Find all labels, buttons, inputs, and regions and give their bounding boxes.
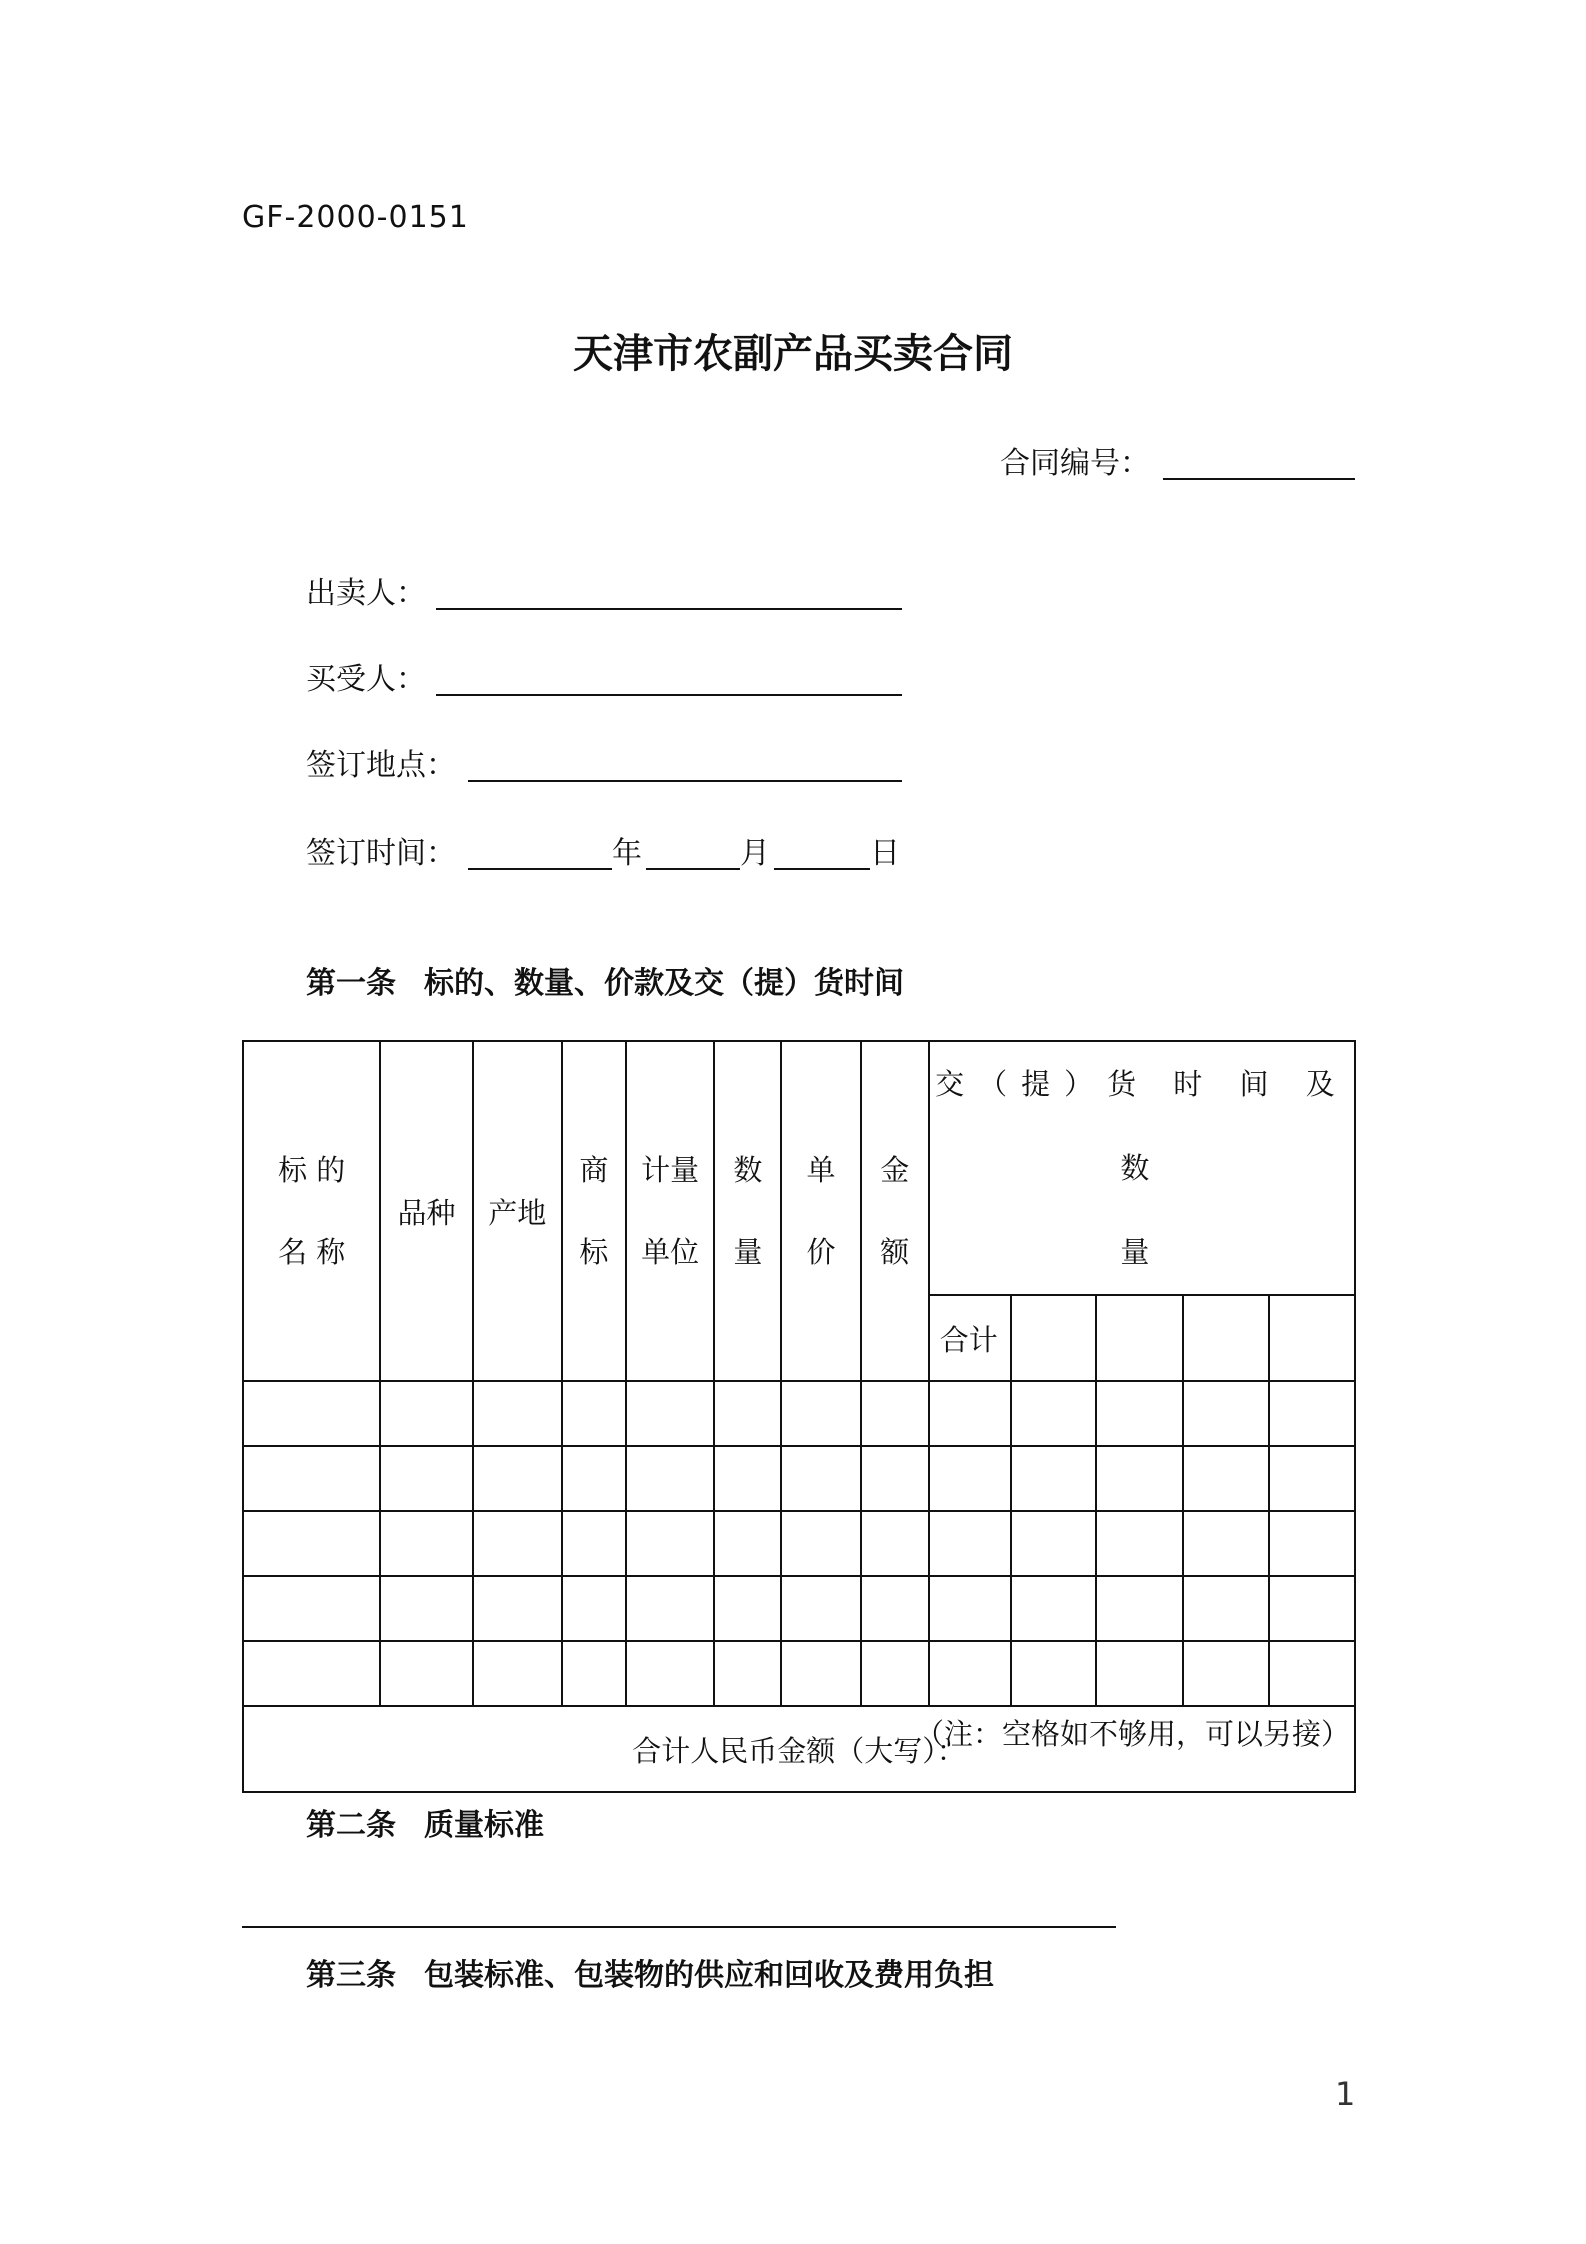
- table-cell[interactable]: [781, 1446, 860, 1511]
- signing-year-field[interactable]: [468, 838, 612, 870]
- table-cell[interactable]: [473, 1641, 562, 1706]
- contract-number-field[interactable]: [1163, 448, 1355, 480]
- table-cell[interactable]: [781, 1381, 860, 1446]
- header-unit-price: [781, 1041, 860, 1381]
- table-cell[interactable]: [473, 1511, 562, 1576]
- header-amount-line2: 额: [880, 1235, 910, 1269]
- table-cell[interactable]: [562, 1381, 626, 1446]
- signing-place-field[interactable]: [468, 750, 902, 782]
- buyer-field[interactable]: [436, 664, 902, 696]
- article-1: [306, 958, 904, 1002]
- seller-field[interactable]: [436, 578, 902, 610]
- table-cell[interactable]: [1096, 1641, 1183, 1706]
- table-cell[interactable]: [562, 1446, 626, 1511]
- article-1-number: 第一条: [306, 966, 396, 1001]
- table-row: [243, 1641, 1355, 1706]
- table-cell[interactable]: [380, 1641, 472, 1706]
- table-cell[interactable]: [714, 1641, 781, 1706]
- table-cell[interactable]: [626, 1446, 714, 1511]
- header-quantity-line2: 量: [733, 1235, 763, 1269]
- table-cell[interactable]: [929, 1511, 1011, 1576]
- year-label: 年: [612, 836, 642, 871]
- table-cell[interactable]: [1269, 1381, 1355, 1446]
- table-cell[interactable]: [1183, 1381, 1268, 1446]
- table-cell[interactable]: [861, 1641, 929, 1706]
- header-brand-line2: 标: [579, 1235, 609, 1269]
- table-cell[interactable]: [714, 1576, 781, 1641]
- document-code: GF-2000-0151: [242, 200, 469, 235]
- buyer-label: 买受人：: [306, 662, 426, 697]
- article-3: [306, 1950, 994, 1994]
- header-unit-line1: 计量: [641, 1153, 700, 1187]
- article-3-text: 包装标准、包装物的供应和回收及费用负担: [424, 1958, 994, 1993]
- header-item-name-line2: 名 称: [278, 1235, 346, 1269]
- table-cell[interactable]: [781, 1576, 860, 1641]
- table-row: [243, 1381, 1355, 1446]
- table-cell[interactable]: [929, 1381, 1011, 1446]
- table-cell[interactable]: [626, 1641, 714, 1706]
- page-number: 1: [1335, 2075, 1356, 2113]
- table-cell[interactable]: [1269, 1576, 1355, 1641]
- delivery-subheader-cell[interactable]: [1269, 1295, 1355, 1381]
- table-cell[interactable]: [1183, 1576, 1268, 1641]
- table-cell[interactable]: [243, 1446, 380, 1511]
- table-cell[interactable]: [1011, 1381, 1096, 1446]
- header-delivery-time-qty: [929, 1041, 1355, 1295]
- table-cell[interactable]: [473, 1446, 562, 1511]
- seller-label: 出卖人：: [306, 576, 426, 611]
- month-label: 月: [740, 836, 770, 871]
- table-cell[interactable]: [1269, 1511, 1355, 1576]
- delivery-subheader-cell[interactable]: [1096, 1295, 1183, 1381]
- article-1-text: 标的、数量、价款及交（提）货时间: [424, 966, 904, 1001]
- table-cell[interactable]: [626, 1381, 714, 1446]
- table-cell[interactable]: [473, 1381, 562, 1446]
- table-cell[interactable]: [781, 1511, 860, 1576]
- signing-place-label: 签订地点：: [306, 748, 456, 783]
- article-2-text: 质量标准: [424, 1808, 544, 1843]
- header-origin: 产地: [473, 1041, 562, 1381]
- table-cell[interactable]: [1183, 1641, 1268, 1706]
- table-cell[interactable]: [243, 1641, 380, 1706]
- article-2: [306, 1800, 544, 1844]
- table-cell[interactable]: [380, 1446, 472, 1511]
- signing-day-field[interactable]: [774, 838, 870, 870]
- header-delivery-line2: 量: [1120, 1235, 1164, 1269]
- delivery-subheader-cell[interactable]: [1011, 1295, 1096, 1381]
- table-cell[interactable]: [929, 1576, 1011, 1641]
- table-cell[interactable]: [1269, 1446, 1355, 1511]
- table-cell[interactable]: [714, 1511, 781, 1576]
- header-quantity-line1: 数: [733, 1153, 763, 1187]
- table-note: （注：空格如不够用，可以另接）: [914, 1717, 1350, 1751]
- signing-month-field[interactable]: [646, 838, 740, 870]
- contract-number-label: 合同编号：: [1000, 446, 1150, 481]
- table-cell[interactable]: [714, 1381, 781, 1446]
- table-cell[interactable]: [562, 1576, 626, 1641]
- table-cell[interactable]: [1011, 1446, 1096, 1511]
- header-unit-line2: 单位: [641, 1235, 700, 1269]
- header-quantity: [714, 1041, 781, 1381]
- table-cell[interactable]: [626, 1576, 714, 1641]
- total-amount-label: 合计人民币金额（大写）：: [632, 1733, 966, 1768]
- goods-table: [242, 1040, 1356, 1793]
- article-2-number: 第二条: [306, 1808, 396, 1843]
- table-cell[interactable]: [1096, 1576, 1183, 1641]
- table-row: [243, 1511, 1355, 1576]
- signing-time-label: 签订时间：: [306, 836, 456, 871]
- delivery-subheader-cell[interactable]: [1183, 1295, 1268, 1381]
- table-cell[interactable]: [380, 1381, 472, 1446]
- table-cell[interactable]: [562, 1511, 626, 1576]
- table-cell[interactable]: [861, 1446, 929, 1511]
- table-cell[interactable]: [1011, 1576, 1096, 1641]
- table-cell[interactable]: [861, 1381, 929, 1446]
- header-unit-price-line1: 单: [806, 1153, 836, 1187]
- table-cell[interactable]: [380, 1576, 472, 1641]
- table-row: [243, 1576, 1355, 1641]
- table-cell[interactable]: [473, 1576, 562, 1641]
- header-brand: [562, 1041, 626, 1381]
- quality-standard-field[interactable]: [242, 1900, 1116, 1928]
- day-label: 日: [870, 836, 900, 871]
- document-title: 天津市农副产品买卖合同: [573, 331, 1013, 377]
- header-amount: [861, 1041, 929, 1381]
- article-3-number: 第三条: [306, 1958, 396, 1993]
- table-row: [243, 1446, 1355, 1511]
- header-subtotal: 合计: [929, 1295, 1011, 1381]
- table-cell[interactable]: [1183, 1446, 1268, 1511]
- table-cell[interactable]: [243, 1511, 380, 1576]
- table-cell[interactable]: [243, 1381, 380, 1446]
- table-cell[interactable]: [1096, 1381, 1183, 1446]
- header-unit-price-line2: 价: [806, 1235, 836, 1269]
- table-cell[interactable]: [861, 1576, 929, 1641]
- table-cell[interactable]: [1096, 1446, 1183, 1511]
- table-cell[interactable]: [380, 1511, 472, 1576]
- table-cell[interactable]: [1096, 1511, 1183, 1576]
- table-cell[interactable]: [929, 1446, 1011, 1511]
- table-cell[interactable]: [1269, 1641, 1355, 1706]
- table-cell[interactable]: [626, 1511, 714, 1576]
- header-unit: [626, 1041, 714, 1381]
- table-cell[interactable]: [1011, 1511, 1096, 1576]
- table-cell[interactable]: [562, 1641, 626, 1706]
- table-cell[interactable]: [1011, 1641, 1096, 1706]
- table-cell[interactable]: [714, 1446, 781, 1511]
- table-cell[interactable]: [243, 1576, 380, 1641]
- header-amount-line1: 金: [880, 1153, 910, 1187]
- header-item-name: [243, 1041, 380, 1381]
- table-cell[interactable]: [861, 1511, 929, 1576]
- header-brand-line1: 商: [579, 1153, 609, 1187]
- table-cell[interactable]: [1183, 1511, 1268, 1576]
- header-delivery-line1: 交（提）货 时 间 及 数: [935, 1067, 1349, 1185]
- header-item-name-line1: 标 的: [278, 1153, 346, 1187]
- table-cell[interactable]: [781, 1641, 860, 1706]
- header-variety: 品种: [380, 1041, 472, 1381]
- table-cell[interactable]: [929, 1641, 1011, 1706]
